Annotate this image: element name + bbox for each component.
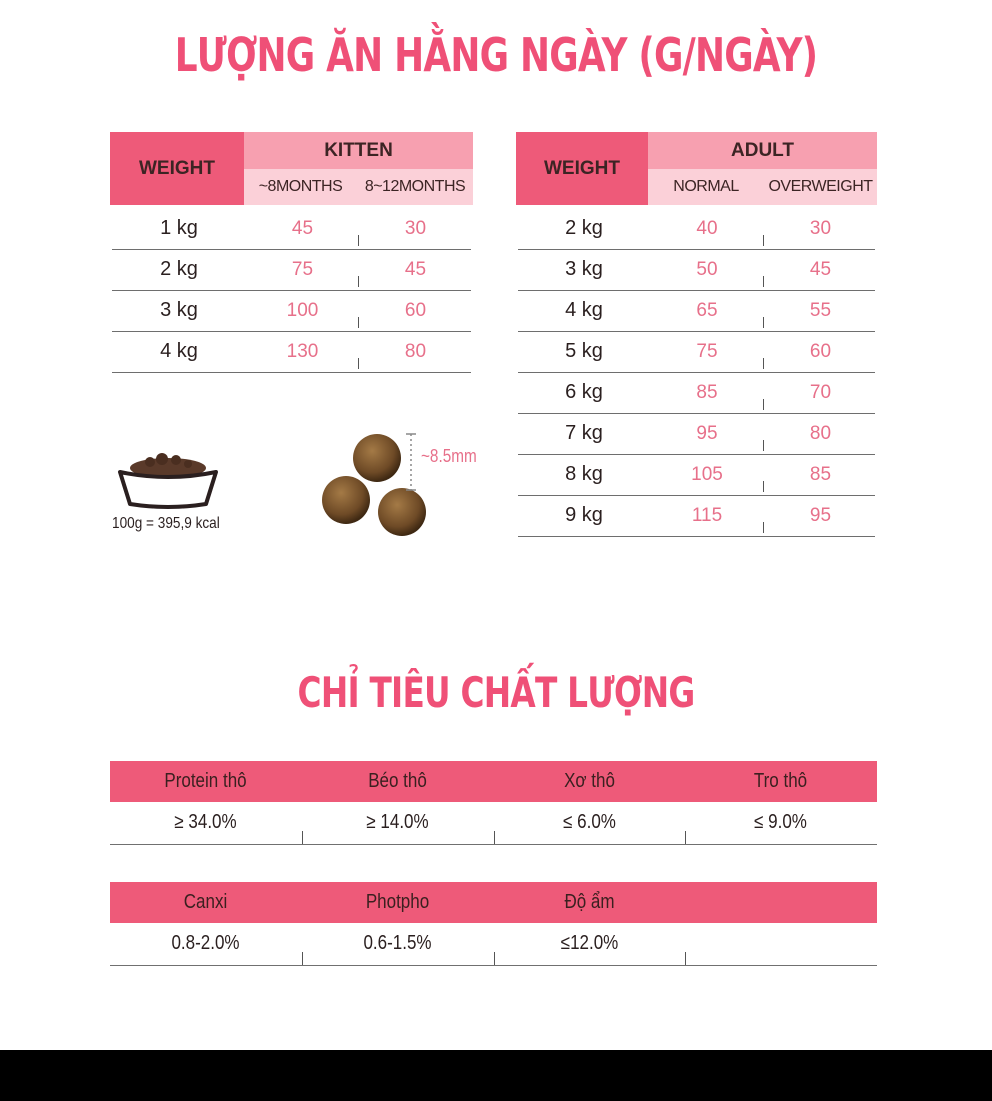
quality-table	[110, 882, 877, 968]
quality-value-cell: ≥ 34.0%	[174, 811, 237, 833]
weight-cell: 9 kg	[565, 504, 603, 526]
quality-value-cell: 0.6-1.5%	[363, 932, 432, 954]
table-row	[518, 455, 875, 496]
weight-cell: 2 kg	[160, 258, 198, 280]
quality-value-cell: 0.8-2.0%	[171, 932, 240, 954]
amount-cell: 95	[696, 422, 718, 444]
column-divider	[302, 831, 303, 844]
weight-header: WEIGHT	[516, 132, 648, 205]
quality-header-cell: Photpho	[365, 891, 429, 913]
column-divider	[358, 317, 359, 328]
sub-header-overweight: OVERWEIGHT	[764, 169, 877, 205]
column-divider	[358, 235, 359, 246]
kitten-header: KITTEN	[244, 132, 473, 169]
amount-cell: 40	[696, 217, 718, 239]
weight-header: WEIGHT	[110, 132, 244, 205]
adult-header: ADULT	[648, 132, 877, 169]
table-row	[518, 496, 875, 537]
amount-cell: 75	[291, 258, 314, 280]
quality-header-cell: Xơ thô	[563, 770, 615, 792]
quality-table	[110, 761, 877, 847]
column-divider	[358, 276, 359, 287]
column-divider	[763, 276, 764, 287]
weight-cell: 4 kg	[565, 299, 603, 321]
amount-cell: 45	[809, 258, 832, 280]
amount-cell: 60	[404, 299, 427, 321]
amount-cell: 115	[691, 504, 723, 526]
feeding-title: LƯỢNG ĂN HẰNG NGÀY (G/NGÀY)	[174, 28, 818, 82]
bottom-bar	[0, 1050, 992, 1101]
quality-header-cell	[700, 882, 862, 923]
table-row	[112, 209, 471, 250]
weight-cell: 6 kg	[565, 381, 603, 403]
amount-cell: 45	[291, 217, 314, 239]
weight-cell: 3 kg	[160, 299, 198, 321]
column-divider	[494, 952, 495, 965]
column-divider	[494, 831, 495, 844]
quality-header-cell: Canxi	[183, 891, 228, 913]
quality-value-row	[110, 923, 877, 966]
column-divider	[763, 399, 764, 410]
quality-value-row	[110, 802, 877, 845]
amount-cell: 100	[286, 299, 319, 321]
weight-cell: 1 kg	[160, 217, 198, 239]
amount-cell: 75	[696, 340, 718, 362]
column-divider	[763, 481, 764, 492]
table-row	[518, 291, 875, 332]
amount-cell: 85	[696, 381, 718, 403]
table-row	[112, 250, 471, 291]
quality-header-cell: Tro thô	[754, 770, 808, 792]
table-row	[518, 373, 875, 414]
quality-value-cell: ≤ 6.0%	[562, 811, 616, 833]
amount-cell: 130	[286, 340, 319, 362]
table-row	[518, 209, 875, 250]
adult-feeding-table	[516, 132, 877, 542]
column-divider	[763, 317, 764, 328]
amount-cell: 60	[809, 340, 832, 362]
quality-header-cell: Độ ẩm	[563, 891, 615, 913]
amount-cell: 30	[809, 217, 832, 239]
amount-cell: 30	[404, 217, 427, 239]
weight-cell: 3 kg	[565, 258, 603, 280]
quality-header-cell: Protein thô	[164, 770, 247, 792]
amount-cell: 55	[809, 299, 832, 321]
amount-cell: 65	[696, 299, 718, 321]
quality-header-row	[110, 882, 877, 923]
quality-value-cell	[700, 923, 862, 964]
column-divider	[763, 440, 764, 451]
food-bowl-icon	[112, 448, 224, 512]
table-row	[518, 332, 875, 373]
amount-cell: 50	[696, 258, 718, 280]
amount-cell: 70	[809, 381, 832, 403]
column-divider	[685, 952, 686, 965]
column-divider	[763, 358, 764, 369]
table-row	[518, 250, 875, 291]
size-marker-icon	[402, 432, 422, 492]
column-divider	[358, 358, 359, 369]
table-row	[112, 332, 471, 373]
sub-header-8-12months: 8~12MONTHS	[357, 169, 473, 205]
weight-cell: 2 kg	[565, 217, 603, 239]
weight-cell: 4 kg	[160, 340, 198, 362]
weight-cell: 7 kg	[565, 422, 603, 444]
kibble-size-label: ~8.5mm	[421, 446, 477, 466]
amount-cell: 95	[809, 504, 832, 526]
amount-cell: 80	[809, 422, 832, 444]
quality-value-cell: ≥ 14.0%	[366, 811, 429, 833]
amount-cell: 85	[809, 463, 832, 485]
table-row	[518, 414, 875, 455]
weight-cell: 8 kg	[565, 463, 603, 485]
quality-value-cell: ≤ 9.0%	[754, 811, 808, 833]
bowl-kcal-label: 100g = 395,9 kcal	[112, 515, 220, 532]
column-divider	[685, 831, 686, 844]
column-divider	[302, 952, 303, 965]
amount-cell: 80	[404, 340, 427, 362]
amount-cell: 105	[691, 463, 723, 485]
table-row	[112, 291, 471, 332]
quality-title: CHỈ TIÊU CHẤT LƯỢNG	[297, 668, 695, 717]
quality-header-cell: Béo thô	[367, 770, 427, 792]
amount-cell: 45	[404, 258, 427, 280]
kitten-feeding-table	[110, 132, 473, 377]
quality-value-cell: ≤12.0%	[560, 932, 618, 954]
sub-header-normal: NORMAL	[648, 169, 764, 205]
sub-header-8months: ~8MONTHS	[244, 169, 357, 205]
weight-cell: 5 kg	[565, 340, 603, 362]
column-divider	[763, 522, 764, 533]
quality-header-row	[110, 761, 877, 802]
column-divider	[763, 235, 764, 246]
